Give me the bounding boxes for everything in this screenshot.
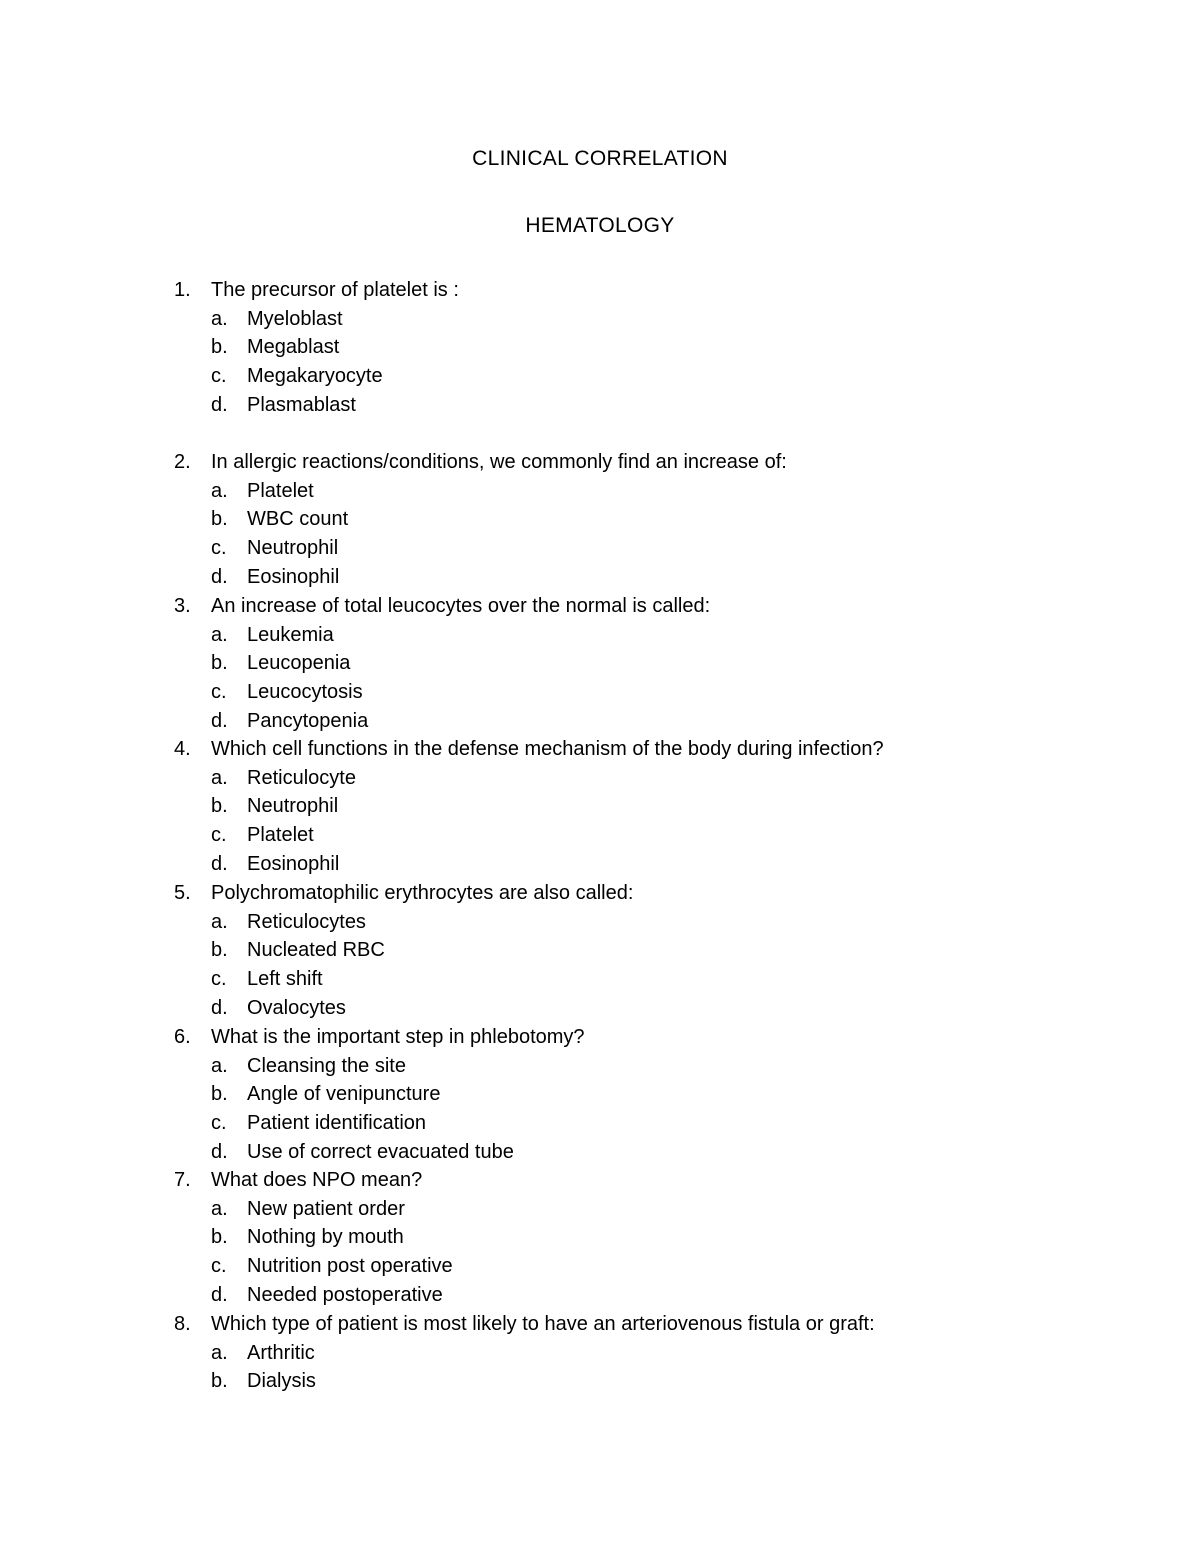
option-letter: a. [211, 1198, 228, 1220]
option-letter: c. [211, 824, 227, 846]
option-text: Megablast [247, 336, 340, 358]
option-letter: a. [211, 1342, 228, 1364]
option-letter: b. [211, 508, 228, 530]
document-subtitle: HEMATOLOGY [525, 214, 675, 237]
question-number: 5. [174, 882, 191, 904]
option-letter: d. [211, 394, 228, 416]
question-text: The precursor of platelet is : [211, 279, 459, 301]
option-text: Ovalocytes [247, 997, 346, 1019]
option-text: Patient identification [247, 1112, 427, 1134]
option-text: Megakaryocyte [247, 365, 383, 387]
option-text: Eosinophil [247, 566, 340, 588]
option-text: WBC count [247, 508, 349, 530]
option-text: Nothing by mouth [247, 1226, 404, 1248]
option-text: New patient order [247, 1198, 405, 1220]
option-letter: b. [211, 652, 228, 674]
question-number: 8. [174, 1313, 191, 1335]
option-text: Plasmablast [247, 394, 356, 416]
question-text: Which type of patient is most likely to have an arteriovenous fistula or graft: [211, 1313, 875, 1335]
question-number: 3. [174, 595, 191, 617]
option-text: Neutrophil [247, 537, 339, 559]
option-letter: b. [211, 795, 228, 817]
option-text: Myeloblast [247, 308, 343, 330]
option-text: Platelet [247, 824, 314, 846]
option-letter: b. [211, 1083, 228, 1105]
document-title: CLINICAL CORRELATION [472, 147, 728, 170]
question-text: Polychromatophilic erythrocytes are also called: [211, 882, 634, 904]
option-text: Nucleated RBC [247, 939, 385, 961]
question-text: What does NPO mean? [211, 1169, 423, 1191]
option-letter: d. [211, 710, 228, 732]
option-text: Neutrophil [247, 795, 339, 817]
option-text: Reticulocyte [247, 767, 356, 789]
question-text: An increase of total leucocytes over the normal is called: [211, 595, 711, 617]
option-letter: c. [211, 1112, 227, 1134]
question-number: 4. [174, 738, 191, 760]
question-number: 7. [174, 1169, 191, 1191]
option-text: Left shift [247, 968, 323, 990]
option-letter: a. [211, 308, 228, 330]
option-letter: a. [211, 767, 228, 789]
option-text: Platelet [247, 480, 314, 502]
option-letter: a. [211, 624, 228, 646]
option-letter: c. [211, 1255, 227, 1277]
option-letter: d. [211, 1284, 228, 1306]
option-text: Arthritic [247, 1342, 315, 1364]
option-text: Leukemia [247, 624, 334, 646]
option-letter: c. [211, 968, 227, 990]
option-text: Pancytopenia [247, 710, 369, 732]
option-letter: c. [211, 681, 227, 703]
option-text: Leucocytosis [247, 681, 363, 703]
question-number: 2. [174, 451, 191, 473]
option-text: Nutrition post operative [247, 1255, 453, 1277]
option-text: Leucopenia [247, 652, 351, 674]
question-text: In allergic reactions/conditions, we commonly find an increase of: [211, 451, 787, 473]
option-letter: b. [211, 939, 228, 961]
option-letter: d. [211, 1141, 228, 1163]
option-text: Eosinophil [247, 853, 340, 875]
option-letter: b. [211, 1226, 228, 1248]
question-number: 1. [174, 279, 191, 301]
option-letter: c. [211, 365, 227, 387]
option-letter: b. [211, 1370, 228, 1392]
question-number: 6. [174, 1026, 191, 1048]
question-text: What is the important step in phlebotomy? [211, 1026, 585, 1048]
option-text: Reticulocytes [247, 911, 366, 933]
option-letter: d. [211, 566, 228, 588]
option-text: Cleansing the site [247, 1055, 406, 1077]
option-letter: a. [211, 1055, 228, 1077]
option-letter: a. [211, 480, 228, 502]
option-text: Angle of venipuncture [247, 1083, 441, 1105]
option-letter: a. [211, 911, 228, 933]
option-letter: d. [211, 853, 228, 875]
option-text: Use of correct evacuated tube [247, 1141, 514, 1163]
option-letter: d. [211, 997, 228, 1019]
question-text: Which cell functions in the defense mechanism of the body during infection? [211, 738, 884, 760]
option-text: Dialysis [247, 1370, 316, 1392]
option-letter: c. [211, 537, 227, 559]
option-letter: b. [211, 336, 228, 358]
option-text: Needed postoperative [247, 1284, 443, 1306]
